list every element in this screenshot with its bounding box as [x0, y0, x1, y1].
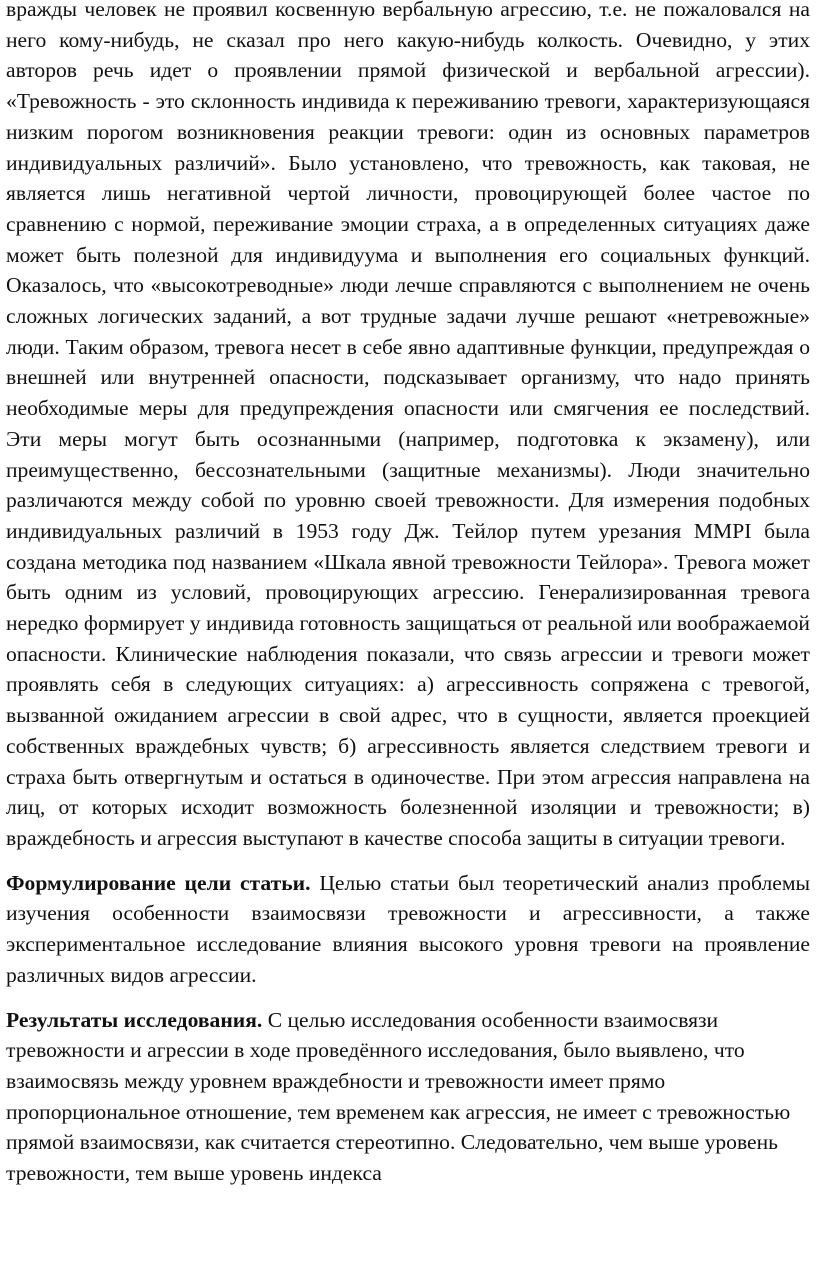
paragraph-body-text: Целью статьи был теоретический анализ проблемы изучения особенности взаимосвязи тревожности и агрессивности, а также экспериментальное исследование влияния высокого уровня тревоги на проявление различных видов агрессии. — [6, 870, 810, 987]
section-heading-article-goal: Формулирование цели статьи. — [6, 870, 311, 895]
paragraph-body-text: вражды человек не проявил косвенную вербальную агрессию, т.е. не пожаловался на него кому-нибудь, не сказал про него какую-нибудь колкость. Очевидно, у этих авторов речь идет о проявлении прямой физической и вербальной агрессии). «Тревожность - это склонность индивида к переживанию тревоги, характеризующаяся низким порогом возникновения реакции тревоги: один из основных параметров индивидуальных различий». Было установлено, что тревожность, как таковая, не является лишь негативной чертой личности, провоцирующей более частое по сравнению с нормой, переживание эмоции страха, а в определенных ситуациях даже может быть полезной для индивидуума и выполнения его социальных функций. Оказалось, что «высокотреводные» люди лечше справляются с выполнением не очень сложных логических заданий, а вот трудные задачи лучше решают «нетревожные» люди. Таким образом, тревога несет в себе явно адаптивные функции, предупреждая о внешней или внутренней опасности, подсказывает организму, что надо принять необходимые меры для предупреждения опасности или смягчения ее последствий. Эти меры могут быть осознанными (например, подготовка к экзамену), или преимущественно, бессознательными (защитные механизмы). Люди значительно различаются между собой по уровню своей тревожности. Для измерения подобных индивидуальных различий в 1953 году Дж. Тейлор путем урезания MMPI была создана методика под названием «Шкала явной тревожности Тейлора». Тревога может быть одним из условий, провоцирующих агрессию. Генерализированная тревога нередко формирует у индивида готовность защищаться от реальной или воображаемой опасности. Клинические наблюдения показали, что связь агрессии и тревоги может проявлять себя в следующих ситуациях: а) агрессивность сопряжена с тревогой, вызванной ожиданием агрессии в свой адрес, что в сущности, является проекцией собственных враждебных чувств; б) агрессивность является следствием тревоги и страха быть отвергнутым и остаться в одиночестве. При этом агрессия направлена на лиц, от которых исходит возможность болезненной изоляции и тревожности; в) враждебность и агрессия выступают в качестве способа защиты в ситуации тревоги. — [6, 0, 810, 850]
paragraph-body-text: С целью исследования особенности взаимосвязи тревожности и агрессии в ходе проведённого исследования, было выявлено, что взаимосвязь между уровнем враждебности и тревожности имеет прямо пропорциональное отношение, тем временем как агрессия, не имеет с тревожностью прямой взаимосвязи, как считается стереотипно. Следовательно, чем выше уровень тревожности, тем выше уровень индекса — [6, 1007, 791, 1186]
paragraph-anxiety-aggression — [6, 0, 810, 854]
section-heading-research-results: Результаты исследования. — [6, 1007, 263, 1032]
paragraph-research-results — [6, 1005, 810, 1189]
paragraph-article-goal — [6, 868, 810, 991]
